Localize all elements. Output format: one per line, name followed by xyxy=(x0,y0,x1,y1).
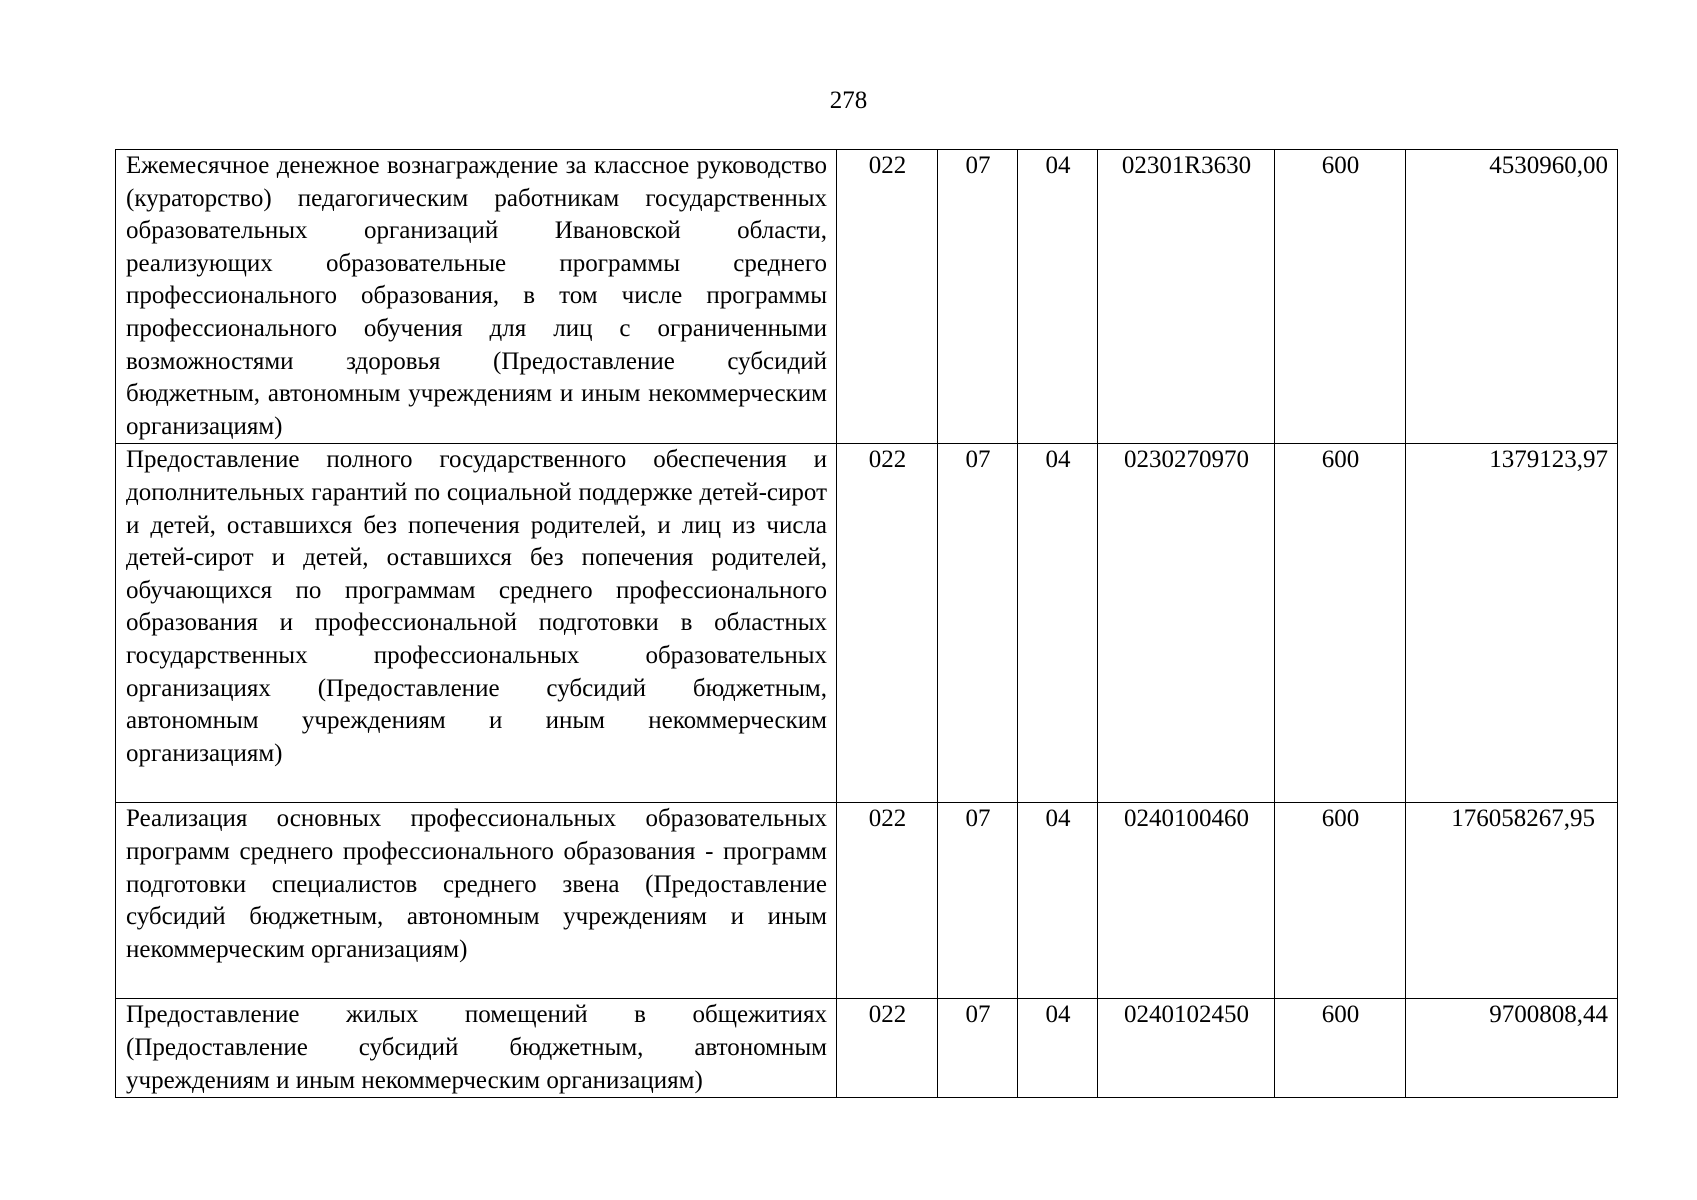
subsection-code-cell: 04 xyxy=(1018,803,1098,999)
grbs-code-cell: 022 xyxy=(837,999,938,1098)
target-article-code-cell: 0230270970 xyxy=(1098,444,1275,803)
target-article-code-cell: 0240102450 xyxy=(1098,999,1275,1098)
target-article-code-cell: 02301R3630 xyxy=(1098,150,1275,444)
amount-cell: 4530960,00 xyxy=(1406,150,1618,444)
table-row xyxy=(116,150,1618,444)
budget-table xyxy=(115,149,1618,1098)
expense-description-cell: Реализация основных профессиональных образовательных программ среднего профессионального образования - программ подготовки специалистов среднего звена (Предоставление субсидий бюджетным, автономным учреждениям и иным некоммерческим организациям) xyxy=(116,803,837,999)
expense-description-cell: Предоставление жилых помещений в общежитиях (Предоставление субсидий бюджетным, автономным учреждениям и иным некоммерческим организациям) xyxy=(116,999,837,1098)
target-article-code-cell: 0240100460 xyxy=(1098,803,1275,999)
page-number: 278 xyxy=(829,87,868,114)
table-row xyxy=(116,999,1618,1098)
section-code-cell: 07 xyxy=(938,150,1018,444)
subsection-code-cell: 04 xyxy=(1018,150,1098,444)
table-row xyxy=(116,444,1618,803)
grbs-code-cell: 022 xyxy=(837,444,938,803)
expense-type-code-cell: 600 xyxy=(1275,803,1406,999)
subsection-code-cell: 04 xyxy=(1018,444,1098,803)
amount-cell: 1379123,97 xyxy=(1406,444,1618,803)
expense-description-cell: Ежемесячное денежное вознаграждение за классное руководство (кураторство) педагогическим работникам государственных образовательных организаций Ивановской области, реализующих образовательные программы среднего профессионального образования, в том числе программы профессионального обучения для лиц с ограниченными возможностями здоровья (Предоставление субсидий бюджетным, автономным учреждениям и иным некоммерческим организациям) xyxy=(116,150,837,444)
grbs-code-cell: 022 xyxy=(837,150,938,444)
grbs-code-cell: 022 xyxy=(837,803,938,999)
section-code-cell: 07 xyxy=(938,803,1018,999)
expense-type-code-cell: 600 xyxy=(1275,999,1406,1098)
amount-cell: 9700808,44 xyxy=(1406,999,1618,1098)
section-code-cell: 07 xyxy=(938,999,1018,1098)
table-row xyxy=(116,803,1618,999)
section-code-cell: 07 xyxy=(938,444,1018,803)
expense-type-code-cell: 600 xyxy=(1275,150,1406,444)
expense-type-code-cell: 600 xyxy=(1275,444,1406,803)
amount-cell: 176058267,95 xyxy=(1406,803,1618,999)
subsection-code-cell: 04 xyxy=(1018,999,1098,1098)
expense-description-cell: Предоставление полного государственного обеспечения и дополнительных гарантий по социальной поддержке детей-сирот и детей, оставшихся без попечения родителей, и лиц из числа детей-сирот и детей, оставшихся без попечения родителей, обучающихся по программам среднего профессионального образования и профессиональной подготовки в областных государственных профессиональных образовательных организациях (Предоставление субсидий бюджетным, автономным учреждениям и иным некоммерческим организациям) xyxy=(116,444,837,803)
